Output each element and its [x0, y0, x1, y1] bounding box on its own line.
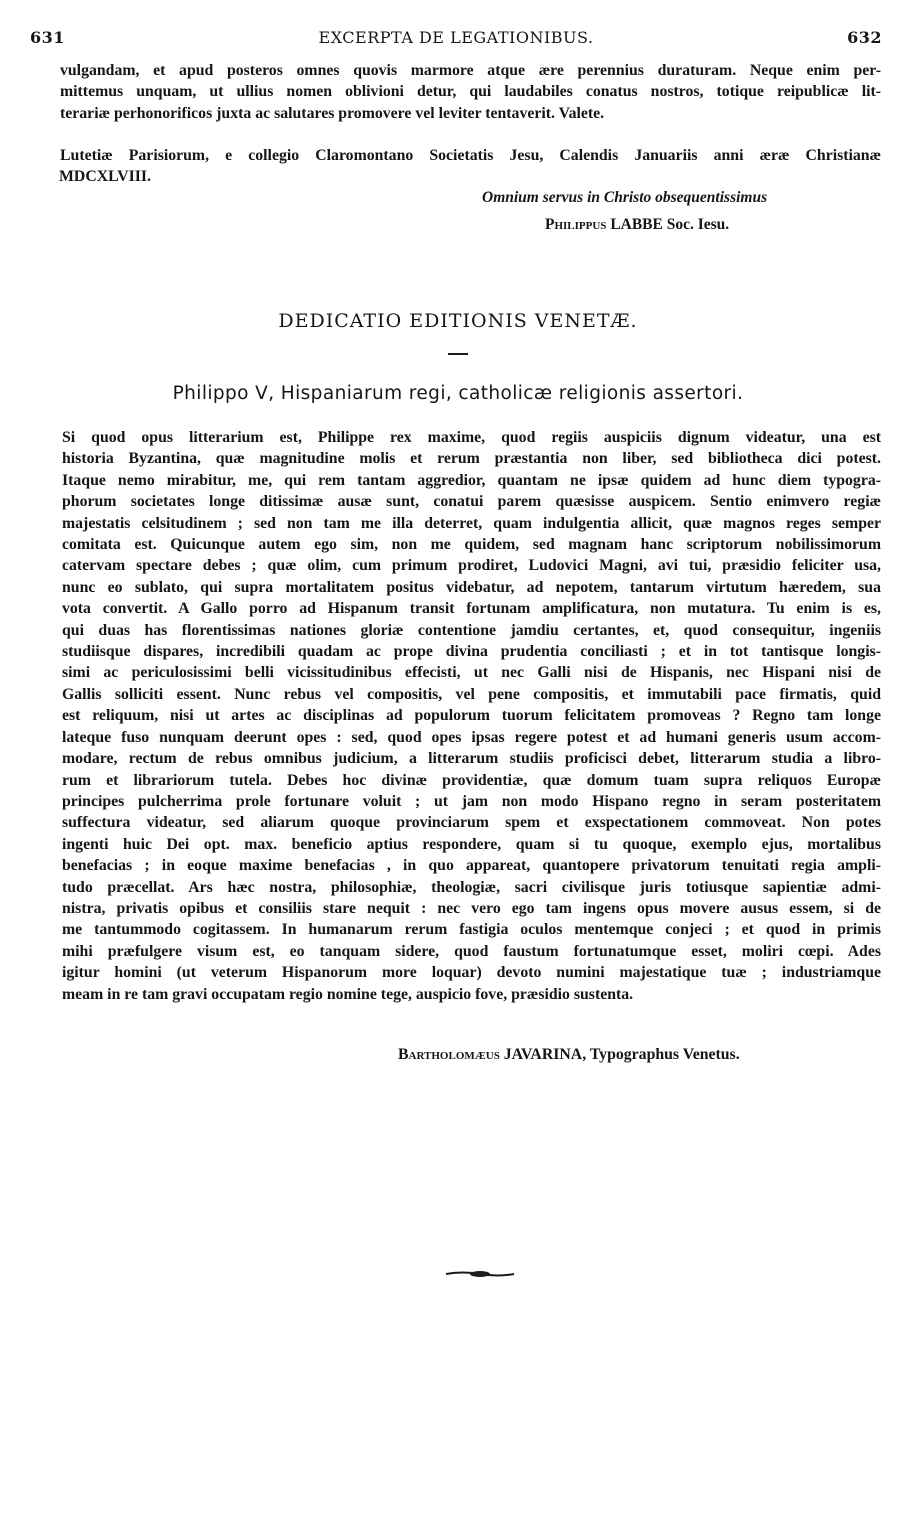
text-line: meam in re tam gravi occupatam regio nomine tege, auspicio fove, præsidio sustenta.: [62, 985, 634, 1003]
text-line: principes pulcherrima prole fortunare voluit ; ut jam non modo Hispano regno in seram posteritatem: [62, 792, 881, 810]
signature-closing: Omnium servus in Christo obsequentissimus: [482, 189, 768, 206]
title-divider: [448, 353, 468, 355]
text-line: nunc eo sublato, qui supra mortalitatem positus videbatur, ad nepotem, tantarum virtutum hæredem, sua: [62, 578, 881, 596]
text-line: mihi præfulgere visum est, eo tanquam sidere, quod faustum fortunatumque esset, moliri cœpi. Ades: [62, 942, 881, 960]
text-line: Lutetiæ Parisiorum, e collegio Claromontano Societatis Jesu, Calendis Januariis anni æræ Christianæ: [60, 147, 881, 164]
text-line: tudo præcellat. Ars hæc nostra, philosophiæ, theologiæ, sacri civilisque juris totiusque sapientiæ admi-: [62, 878, 881, 896]
text-line: terariæ perhonorificos juxta ac salutares promovere vel leviter tentaverit. Valete.: [60, 104, 605, 122]
text-line: Gallis solliciti essent. Nunc rebus vel compositis, vel pene compositis, et immutabili pace firmatis, quid: [62, 685, 881, 703]
section-title: DEDICATIO EDITIONIS VENETÆ.: [278, 310, 638, 332]
printer-surname: JAVARINA, Typographus Venetus.: [503, 1046, 740, 1063]
text-line: benefacias ; in eoque maxime benefacias , in quo appareat, quantopere privatorum tenuitati regia ampli-: [62, 857, 881, 875]
text-line: lateque fuso nunquam deerunt opes : sed, quod opes ipsas regere potest et ad humani generis usum accom-: [62, 728, 881, 746]
text-line: Itaque nemo mirabitur, me, qui rem tantam aggredior, quantam ne ipsæ quidem ad hunc diem typogra-: [62, 471, 881, 489]
text-line: simi ac periculosissimi belli vicissitudinibus effecisti, ut nec Galli nisi de Hispanis, nec Hispani nisi de: [62, 664, 881, 682]
text-line: vota convertit. A Gallo porro ad Hispanum transit fortunam amplificatura, non mutatura. Tu enim is es,: [62, 600, 881, 618]
text-line: qui duas has florentissimas nationes gloriæ contentione jamdiu certantes, et, quod consequitur, ingeniis: [62, 621, 881, 639]
text-line: Si quod opus litterarium est, Philippe rex maxime, quod regiis auspiciis dignum videatur, una est: [62, 429, 881, 446]
dedication-line: Philippo V, Hispaniarum regi, catholicæ religionis assertori.: [172, 383, 744, 404]
dedication-body: [62, 427, 881, 1005]
signature-surname: LABBE Soc. Iesu.: [610, 216, 730, 233]
text-line: me tantummodo cogitassem. In humanarum rerum fastigia oculos mentemque conjeci ; et quod in primis: [62, 921, 881, 939]
text-line: est reliquum, nisi ut artes ac disciplinas ad populorum tuorum felicitatem promoveas ? Regno tam longe: [62, 707, 881, 725]
text-line: rum et librariorum tutela. Debes hoc divinæ providentiæ, quæ domum tuam supra reliquos Europæ: [62, 771, 881, 789]
text-line: suffectura videatur, sed aliarum quoque provinciarum spem et exspectationem commoveat. Non potes: [62, 814, 881, 832]
page-number-left: 631: [30, 28, 65, 47]
dating-paragraph: [60, 145, 881, 188]
text-line: catervam spectare debes ; quæ olim, cum primum prodiret, Ludovici Magni, avi tui, præsidio feliciter usa,: [62, 557, 881, 575]
text-line: phorum societates longe ditissimæ ausæ sunt, conatui parem quæsisse auspicem. Sentio enimvero regiæ: [62, 493, 881, 511]
printer-first-name: Bartholomæus: [398, 1046, 500, 1063]
text-line: studiisque dispares, incredibili quadam ac prope divina prudentia conciliasti ; et in tot tantisque longis-: [62, 643, 881, 661]
signature-name: [545, 216, 729, 234]
letter-closing-paragraph: [60, 60, 881, 124]
page-number-right: 632: [847, 28, 882, 47]
text-line: comitata est. Quicunque autem ego sim, non me quidem, sed magnam hanc scriptorum nobilissimorum: [62, 536, 881, 554]
text-line: mittemus unquam, ut ullius nomen oblivioni detur, qui laudabiles conatus nostros, totique reipublicæ lit-: [60, 83, 881, 101]
text-line: historia Byzantina, quæ magnitudine molis et rerum præstantia non liber, sed bibliotheca dici potest.: [62, 450, 881, 468]
signature-first-name: Philippus: [545, 216, 607, 233]
printer-signature: [398, 1046, 740, 1064]
text-line: nistra, privatis opibus et consiliis stare nequit : nec vero ego tam ingens opus movere ausus essem, si de: [62, 899, 881, 917]
text-line: ingenti huic Dei opt. max. beneficio aptius respondere, quam si tu quoque, exemplo ejus, mortalibus: [62, 835, 881, 853]
running-head: [30, 28, 882, 50]
running-head-title: EXCERPTA DE LEGATIONIBUS.: [318, 28, 594, 47]
text-line: modare, rectum de rebus omnibus judicium, a litterarum studiis proficisci debet, litterarum studia a libro-: [62, 750, 881, 768]
text-line: igitur homini (ut veterum Hispanorum more loquar) devoto numini majestatique tuæ ; industriamque: [62, 964, 881, 982]
text-line: majestatis celsitudinem ; sed non tam me illa deterret, quam indulgentia allicit, quæ magnos reges semper: [62, 514, 881, 532]
ornament-icon: [444, 1269, 516, 1279]
text-line: MDCXLVIII.: [59, 168, 152, 186]
text-line: vulgandam, et apud posteros omnes quovis marmore atque ære perennius duraturam. Neque enim per-: [60, 62, 881, 79]
